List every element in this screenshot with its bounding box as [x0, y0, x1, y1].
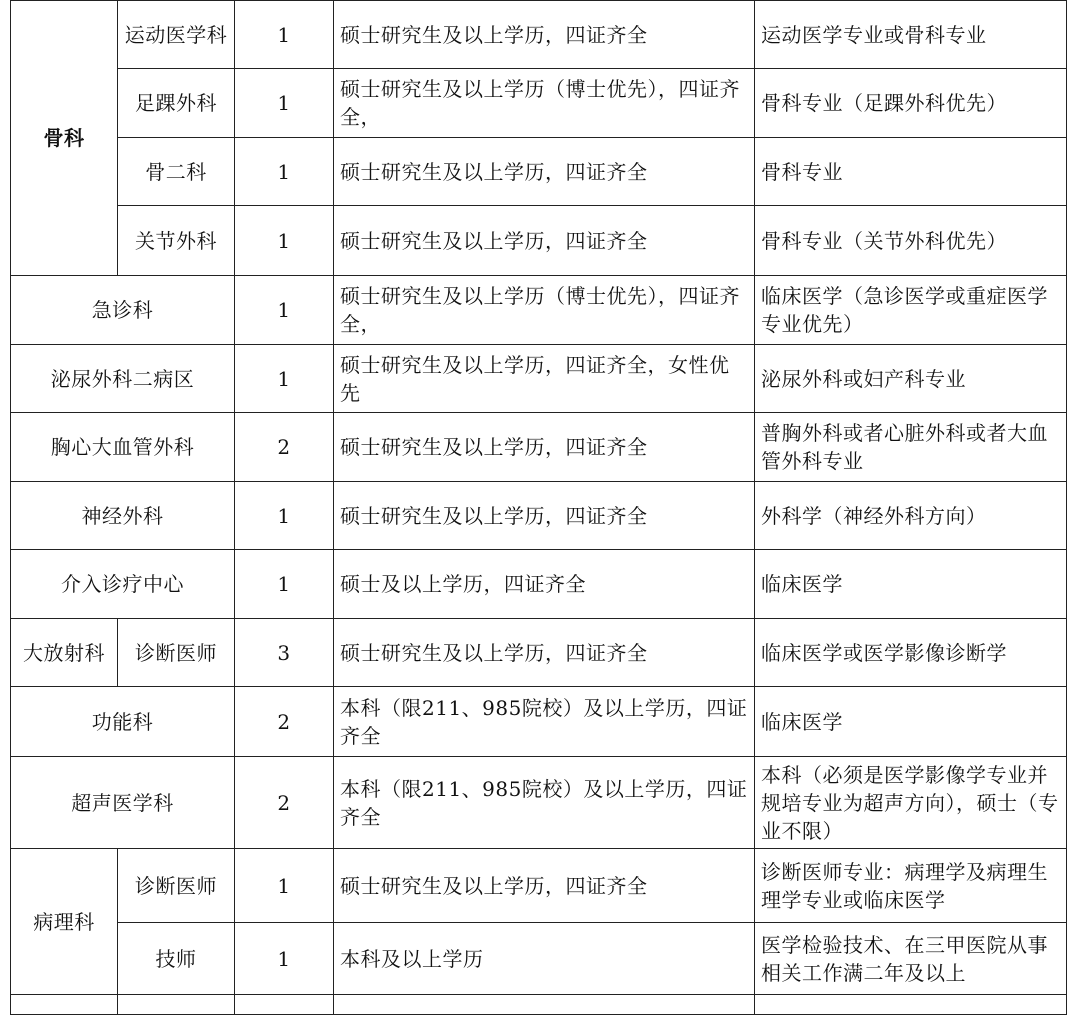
major-cell: 临床医学或医学影像诊断学: [755, 619, 1067, 687]
headcount-cell: 1: [235, 1, 334, 69]
major-cell: 普胸外科或者心脏外科或者大血管外科专业: [755, 413, 1067, 482]
table-row: [11, 69, 1067, 138]
sub-dept-cell: 诊断医师: [118, 619, 235, 687]
major-cell: 运动医学专业或骨科专业: [755, 1, 1067, 69]
dept-cell: 骨科: [11, 1, 118, 276]
recruitment-table: [10, 0, 1067, 1015]
requirement-cell: 硕士研究生及以上学历，四证齐全: [334, 1, 755, 69]
table-row: [11, 923, 1067, 995]
headcount-cell: 1: [235, 923, 334, 995]
major-cell: 外科学（神经外科方向）: [755, 482, 1067, 550]
major-cell: 临床医学: [755, 550, 1067, 619]
major-cell: 骨科专业: [755, 138, 1067, 206]
table-row: [11, 1, 1067, 69]
headcount-cell: 1: [235, 276, 334, 345]
sub-dept-cell: 技师: [118, 923, 235, 995]
requirement-cell: 硕士研究生及以上学历，四证齐全: [334, 138, 755, 206]
headcount-cell: 1: [235, 206, 334, 276]
dept-cell: 泌尿外科二病区: [11, 345, 235, 413]
major-cell: 本科（必须是医学影像学专业并规培专业为超声方向），硕士（专业不限）: [755, 757, 1067, 849]
requirement-cell: 硕士研究生及以上学历，四证齐全: [334, 413, 755, 482]
table-row: [11, 619, 1067, 687]
table-row: [11, 550, 1067, 619]
headcount-cell: 2: [235, 413, 334, 482]
sub-dept-cell: 诊断医师: [118, 849, 235, 923]
dept-cell: 大放射科: [11, 619, 118, 687]
headcount-cell: 2: [235, 687, 334, 757]
major-cell: 临床医学（急诊医学或重症医学专业优先）: [755, 276, 1067, 345]
major-cell: 骨科专业（足踝外科优先）: [755, 69, 1067, 138]
requirement-cell: 硕士研究生及以上学历，四证齐全: [334, 849, 755, 923]
table-row: [11, 206, 1067, 276]
table-row: [11, 757, 1067, 849]
headcount-cell: 1: [235, 482, 334, 550]
table-row: [11, 482, 1067, 550]
headcount-cell: 1: [235, 550, 334, 619]
major-cell: 诊断医师专业：病理学及病理生理学专业或临床医学: [755, 849, 1067, 923]
requirement-cell: 本科及以上学历: [334, 923, 755, 995]
sub-dept-cell: 骨二科: [118, 138, 235, 206]
requirement-cell: 本科（限211、985院校）及以上学历，四证齐全: [334, 757, 755, 849]
dept-cell: 胸心大血管外科: [11, 413, 235, 482]
headcount-cell: 1: [235, 69, 334, 138]
major-cell: 医学检验技术、在三甲医院从事相关工作满二年及以上: [755, 923, 1067, 995]
requirement-cell: 硕士及以上学历，四证齐全: [334, 550, 755, 619]
table-row: [11, 687, 1067, 757]
table-row: [11, 345, 1067, 413]
dept-cell: 功能科: [11, 687, 235, 757]
requirement-cell: 硕士研究生及以上学历（博士优先），四证齐全，: [334, 69, 755, 138]
recruitment-table-container: [10, 0, 1066, 1015]
table-row: [11, 276, 1067, 345]
requirement-cell: 本科（限211、985院校）及以上学历，四证齐全: [334, 687, 755, 757]
headcount-cell: 1: [235, 345, 334, 413]
major-cell: 临床医学: [755, 687, 1067, 757]
headcount-cell: 3: [235, 619, 334, 687]
major-cell: 泌尿外科或妇产科专业: [755, 345, 1067, 413]
dept-cell: 介入诊疗中心: [11, 550, 235, 619]
sub-dept-cell: 足踝外科: [118, 69, 235, 138]
dept-cell: 病理科: [11, 849, 118, 995]
table-row: [11, 138, 1067, 206]
major-cell: 骨科专业（关节外科优先）: [755, 206, 1067, 276]
table-row: [11, 849, 1067, 923]
dept-cell: 超声医学科: [11, 757, 235, 849]
requirement-cell: 硕士研究生及以上学历，四证齐全，女性优先: [334, 345, 755, 413]
requirement-cell: 硕士研究生及以上学历，四证齐全: [334, 206, 755, 276]
requirement-cell: 硕士研究生及以上学历，四证齐全: [334, 482, 755, 550]
headcount-cell: 1: [235, 849, 334, 923]
sub-dept-cell: 关节外科: [118, 206, 235, 276]
headcount-cell: 2: [235, 757, 334, 849]
requirement-cell: 硕士研究生及以上学历，四证齐全: [334, 619, 755, 687]
table-row: [11, 413, 1067, 482]
headcount-cell: 1: [235, 138, 334, 206]
sub-dept-cell: 运动医学科: [118, 1, 235, 69]
dept-cell: 神经外科: [11, 482, 235, 550]
dept-cell: 急诊科: [11, 276, 235, 345]
requirement-cell: 硕士研究生及以上学历（博士优先），四证齐全，: [334, 276, 755, 345]
